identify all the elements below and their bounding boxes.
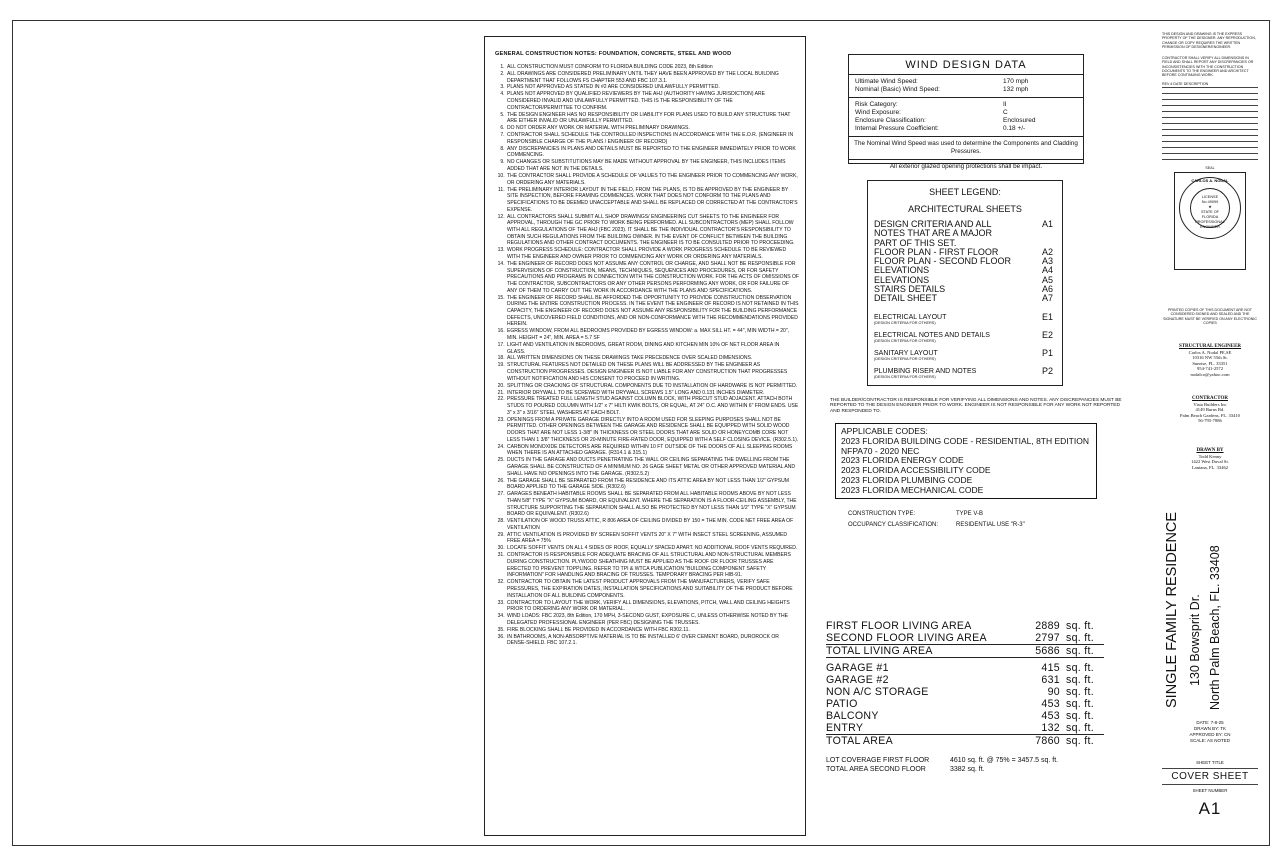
wind-title: WIND DESIGN DATA [849, 55, 1083, 75]
notes-title: GENERAL CONSTRUCTION NOTES: FOUNDATION, CONCRETE, STEEL AND WOOD [495, 51, 732, 57]
note-item: 6. DO NOT ORDER ANY WORK OR MATERIAL WITH PRELIMINARY DRAWINGS. [506, 125, 799, 132]
legend-item [874, 350, 938, 362]
applicable-codes-box [835, 423, 1097, 499]
legend-label: DETAIL SHEET [874, 293, 938, 304]
note-item: 27. GARAGES BENEATH HABITABLE ROOMS SHALL BE SEPARATED FROM ALL HABITABLE ROOMS ABOVE BY NOT LESS THAN 5/8" TYPE "X" GYPSUM BOARD, OR EQUIVALENT. WHERE THE SEPARATION IS A FLOOR-CEILING ASSEMBLY, THE STRUCTURE SUPPORTING THE SEPARATION SHALL ALSO BE PROTECTED BY NOT LESS THAN 1/2" TYPE "X" GYPSUM BOARD OR EQUIVALENT. (R302.6) [506, 491, 799, 518]
note-item: 10. THE CONTRACTOR SHALL PROVIDE A SCHEDULE OF VALUES TO THE ENGINEER PRIOR TO COMMENCING ANY WORK, OR ORDERING ANY MATERIALS. [506, 173, 799, 186]
construction-type-label: CONSTRUCTION TYPE: [848, 511, 916, 517]
seal-outer-ring [1179, 177, 1241, 239]
occupancy-value: RESIDENTIAL USE "R-3" [956, 522, 1025, 528]
legend-row [874, 294, 1056, 303]
note-item: 9. NO CHANGES OR SUBSTITUTIONS MAY BE MADE WITHOUT APPROVAL BY THE ENGINEER, THIS INCLUDES ITEMS ADDED THAT ARE NOT IN THE DETAILS. [506, 159, 799, 172]
area-qty: 2797 [1035, 632, 1060, 644]
builder-disclaimer: THE BUILDER/CONTRACTOR IS RESPONSIBLE FOR VERIFYING ALL DIMENSIONS AND NOTES. ANY DISCREPANCIES MUST BE REPORTED TO THE DESIGN ENGINEER PRIOR TO WORK. ENGINEER IS NOT RESPONSIBLE FOR ANY WORK NOT REPORTED AND RESPONDED TO. [830, 398, 1122, 414]
sheet-legend [867, 180, 1063, 386]
note-item: 30. LOCATE SOFFIT VENTS ON ALL 4 SIDES OF ROOF, EQUALLY SPACED APART. NO ADDITIONAL ROOF VENTS REQUIRED. [506, 545, 799, 552]
area-unit: sq. ft. [1066, 698, 1095, 710]
drawing-meta [1162, 720, 1258, 744]
wind-row [849, 109, 1083, 117]
project-name: SINGLE FAMILY RESIDENCE [1164, 511, 1180, 708]
area-qty: 453 [1041, 698, 1060, 710]
note-item: 21. INTERIOR DRYWALL TO BE SCREWED WITH DRYWALL SCREWS 1.5" LONG AND 0.131 INCHES DIAMETER. [506, 390, 799, 397]
area-row [826, 644, 1104, 658]
legend-others-list [874, 311, 1056, 380]
sheet-number-label: SHEET NUMBER [1192, 788, 1228, 793]
note-item: 26. THE GARAGE SHALL BE SEPARATED FROM THE RESIDENCE AND ITS ATTIC AREA BY NOT LESS THAN 1/2" GYPSUM BOARD APPLIED TO THE GARAGE SIDE. (R302.6) [506, 478, 799, 491]
copyright-note: THIS DESIGN AND DRAWING IS THE EXPRESS PROPERTY OF THE DESIGNER. ANY REPRODUCTION, CHANGE OR COPY REQUIRES THE WRITTEN PERMISSION OF DESIGNER/ENGINEER. [1162, 32, 1256, 49]
contractor-line: 56-795-7886 [1198, 418, 1222, 424]
note-item: 12. ALL CONTRACTORS SHALL SUBMIT ALL SHOP DRAWINGS/ ENGINEERING CUT SHEETS TO THE ENGINEER FOR APPROVAL, THROUGH THE GC PRIOR TO WORK BEING PERFORMED. ALL SUBCONTRACTORS (MEP) SHALL FOLLOW WITH ALL REGULATIONS OF THE AHJ (FBC 2023). IT SHALL BE THE INDIVIDUAL CONTRACTOR'S RESPONSIBILITY TO OBTAIN SUCH REGULATIONS FROM THE BUILDING OWNER. IN THE EVENT OF CONFLICT BETWEEN THE BUILDING REGULATIONS AND OTHER CONTRACT DOCUMENTS. THE ENGINEER IS TO BE CONSULTED PRIOR TO PROCEEDING. [506, 214, 799, 248]
legend-code: A3 [1041, 256, 1053, 267]
wind-label: Internal Pressure Coefficient: [855, 125, 939, 132]
legend-code: A7 [1041, 293, 1053, 304]
area-row [826, 710, 1104, 722]
note-item: 13. WORK PROGRESS SCHEDULE: CONTRACTOR SHALL PROVIDE A WORK PROGRESS SCHEDULE TO BE REVIEWED WITH THE ENGINEER AND OWNER PRIOR TO COMMENCING ANY WORK OR ORDERING ANY MATERIALS. [506, 247, 799, 260]
code-line: 2023 FLORIDA PLUMBING CODE [841, 474, 973, 485]
note-item: 22. PRESSURE TREATED FULL LENGTH STUD AGAINST COLUMN BLOCK, WITH PRECUT STUD ADJACENT. ATTACH BOTH STUDS TO POURED COLUMN WITH 1/2" x 7" HILTI KWIK BOLTS, OR EQUAL, AT 24" O.C. AND WITHIN 6" FROM ENDS. USE 3" x 3" x 3/16" STEEL WASHERS AT EACH BOLT. [506, 396, 799, 416]
wind-row [849, 101, 1083, 109]
engineer-heading: STRUCTURAL ENGINEER [1178, 344, 1242, 349]
area-row [826, 722, 1104, 734]
drawn-heading: DRAWN BY [1196, 448, 1224, 453]
sheet-info [1162, 760, 1258, 819]
meta-line: SCALE: AS NOTED [1189, 738, 1230, 743]
legend-item [874, 368, 976, 380]
area-qty: 415 [1041, 662, 1060, 674]
area-qty: 132 [1041, 722, 1060, 734]
area-qty: 2889 [1035, 620, 1060, 632]
contractor-line: Palm Beach Gardens, FL. 33410 [1180, 412, 1240, 418]
wind-value: Enclosured [1003, 117, 1036, 124]
area-unit: sq. ft. [1066, 632, 1095, 644]
wind-value: 132 mph [1003, 86, 1029, 93]
note-item: 18. ALL WRITTEN DIMENSIONS ON THESE DRAWINGS TAKE PRECEDENCE OVER SCALED DIMENSIONS. [506, 355, 799, 362]
wind-row [849, 117, 1083, 125]
area-row [826, 674, 1104, 686]
area-row [826, 620, 1104, 632]
area-qty: 631 [1041, 674, 1060, 686]
legend-label: PLUMBING RISER AND NOTES [874, 367, 977, 375]
contractor-line: Vista Builders Inc [1193, 401, 1227, 407]
legend-row [874, 365, 1056, 380]
structural-engineer-block [1162, 344, 1258, 378]
legend-subtitle: ARCHITECTURAL SHEETS [908, 204, 1022, 214]
area-unit: sq. ft. [1066, 662, 1095, 674]
legend-title: SHEET LEGEND: [929, 187, 1001, 197]
area-table [826, 620, 1104, 747]
seal-inner [1190, 188, 1230, 228]
contractor-heading: CONTRACTOR [1191, 396, 1229, 401]
verify-note: CONTRACTOR SHALL VERIFY ALL DIMENSIONS IN FIELD AND SHALL REPORT ANY DISCREPANCIES OR INCONSISTENCIES WITH THE CONSTRUCTION DOCUMENTS TO THE ENGINEER AND ARCHITECT BEFORE CONTINUING WORK. [1162, 56, 1254, 78]
code-line: 2023 FLORIDA ENERGY CODE [841, 455, 964, 466]
legend-code: A4 [1041, 265, 1053, 276]
engineer-line: Carlos A. Nodal PE,SE [1188, 349, 1232, 355]
revision-rows [1162, 88, 1258, 160]
code-line: 2023 FLORIDA MECHANICAL CODE [841, 484, 984, 495]
note-item: 23. OPENINGS FROM A PRIVATE GARAGE DIRECTLY INTO A ROOM USED FOR SLEEPING PURPOSES SHALL NOT BE PERMITTED. OTHER OPENINGS BETWEEN THE GARAGE AND RESIDENCE SHALL BE EQUIPPED WITH SOLID WOOD DOORS THAT ARE NOT LESS 1-3/8" IN THICKNESS OR STEEL DOORS THAT ARE SOLID OR HONEYCOMB CORE NOT LESS THAN 1 3/8" THICKNESS OR 20-MINUTE FIRE-RATED DOOR, EQUIPPED WITH A SELF CLOSING DEVICE. (R302.5.1). [506, 417, 799, 444]
area-name: ENTRY [826, 722, 864, 734]
lot-coverage-label: LOT COVERAGE FIRST FLOOR [826, 757, 930, 764]
wind-row [849, 86, 1083, 94]
area-unit: sq. ft. [1066, 620, 1095, 632]
area-row [826, 662, 1104, 674]
drawn-line: Lantana, FL. 33462 [1191, 464, 1229, 470]
occupancy-label: OCCUPANCY CLASSIFICATION: [848, 522, 939, 528]
area-row [826, 734, 1104, 747]
note-item: 35. FIRE BLOCKING SHALL BE PROVIDED IN ACCORDANCE WITH FBC R302.11. [506, 627, 799, 634]
wind-design-data-box [848, 54, 1084, 170]
area-name: GARAGE #2 [826, 674, 889, 686]
legend-code: A5 [1041, 274, 1053, 285]
note-item: 4. PLANS NOT APPROVED BY QUALIFIED REVIEWERS BY THE AHJ (AUTHORITY HAVING JURISDICTION) ARE CONSIDERED INVALID AND UNLAWFULLY PERMITTED. THIS IS THE RESPONSIBILITY OF THE CONTRACTOR/PERMITTEE TO CONFIRM. [506, 91, 799, 111]
seal-text: FLORIDA [1201, 215, 1219, 219]
engineer-line: Sunrise, FL. 33351 [1192, 360, 1228, 366]
area-name: TOTAL AREA [826, 735, 893, 747]
area-unit: sq. ft. [1066, 674, 1095, 686]
legend-code: P1 [1041, 347, 1053, 358]
area-unit: sq. ft. [1066, 735, 1095, 747]
wind-note: The Nominal Wind Speed was used to determine the Components and Cladding Pressures. [849, 137, 1083, 160]
area-row [826, 632, 1104, 644]
wind-value: II [1003, 101, 1007, 108]
code-line: 2023 FLORIDA BUILDING CODE - RESIDENTIAL, 8TH EDITION [841, 435, 1089, 446]
legend-label: SANITARY LAYOUT [874, 349, 938, 357]
wind-value: 170 mph [1003, 78, 1029, 85]
seal-text: LICENSE [1201, 195, 1219, 199]
area-row [826, 698, 1104, 710]
area-qty: 5686 [1035, 645, 1060, 657]
note-item: 33. CONTRACTOR TO LAYOUT THE WORK, VERIFY ALL DIMENSIONS, ELEVATIONS, PITCH, WALL AND CEILING HEIGHTS PRIOR TO ORDERING ANY WORK OR MATERIAL. [506, 600, 799, 613]
legend-label: ELEVATIONS [874, 265, 930, 276]
area-qty: 90 [1047, 686, 1060, 698]
general-notes-panel [484, 36, 806, 836]
area-unit: sq. ft. [1066, 686, 1095, 698]
revision-header: REV # DATE DESCRIPTION [1162, 82, 1258, 88]
legend-label: ELEVATIONS [874, 274, 930, 285]
engineer-seal [1174, 172, 1246, 270]
area-name: NON A/C STORAGE [826, 686, 929, 698]
legend-code: A1 [1041, 219, 1053, 229]
engineer-line: 10316 NW 55th St. [1192, 355, 1228, 361]
legend-row [874, 220, 1056, 248]
wind-label: Enclosure Classification: [855, 117, 926, 124]
area-name: FIRST FLOOR LIVING AREA [826, 620, 972, 632]
wind-row [849, 125, 1083, 133]
note-item: 16. EGRESS WINDOW, FROM ALL BEDROOMS PROVIDED BY EGRESS WINDOW: a. MAX SILL HT. = 44", MIN WIDTH = 20", MIN. HEIGHT = 24", MIN. AREA = 5.7 SF [506, 328, 799, 341]
wind-value: C [1003, 109, 1008, 116]
legend-sub: (DESIGN CRITERIA FOR OTHERS) [874, 339, 936, 344]
note-item: 32. CONTRACTOR TO OBTAIN THE LATEST PRODUCT APPROVALS FROM THE MANUFACTURERS, VERIFY SAFE PRESSURES, THE EXPIRATION DATES, INSTALLATION SPECIFICATIONS AND SUITABILITY OF THE PRODUCT BEFORE INSTALLATION OF ALL BUILDING COMPONENTS. [506, 579, 799, 599]
note-item: 36. IN BATHROOMS, A NON-ABSORPTIVE MATERIAL IS TO BE INSTALLED 6' OVER CEMENT BOARD, DUROROCK OR DENSE-SHIELD. FBC 107.2.1. [506, 634, 799, 647]
legend-code: E1 [1041, 311, 1053, 322]
wind-label: Ultimate Wind Speed: [855, 78, 918, 85]
sheet-title: COVER SHEET [1162, 768, 1258, 785]
legend-sub: (DESIGN CRITERIA FOR OTHERS) [874, 321, 936, 326]
legend-code: P2 [1041, 365, 1053, 376]
note-item: 15. THE ENGINEER OF RECORD SHALL BE AFFORDED THE OPPORTUNITY TO PROVIDE CONSTRUCTION OBSERVATION DURING THE ENTIRE CONSTRUCTION PROCESS. IN THE EVENT THE ENGINEER OF RECORD IS NOT RETAINED IN THIS CAPACITY, THE ENGINEER OF RECORD DOES NOT ASSUME ANY RESPONSIBILITY FOR THE BUILDING PERFORMANCE DEFECTS, UNCOVERED FIELD CONDITIONS, AND OR NON-CONFORMANCE WITH THE RECOMMENDATIONS PROVIDED HEREIN. [506, 295, 799, 329]
contractor-block [1162, 396, 1258, 424]
meta-line: DRAWN BY: TK [1193, 726, 1226, 731]
area-name: BALCONY [826, 710, 879, 722]
area-name: PATIO [826, 698, 858, 710]
wind-value: 0.18 +/- [1003, 125, 1026, 132]
legend-architectural-list [874, 220, 1056, 304]
code-line: 2023 FLORIDA ACCESSIBILITY CODE [841, 465, 991, 476]
wind-label: Risk Category: [855, 101, 898, 108]
seal-text: PROFESSIONAL ENGINEER [1195, 220, 1225, 229]
code-line: NFPA70 - 2020 NEC [841, 445, 920, 456]
area-row [826, 686, 1104, 698]
project-address: 130 Bowsprit Dr. [1188, 594, 1202, 686]
legend-code: E2 [1041, 329, 1053, 340]
wind-note-impact: All exterior glazed opening protections shall be impact. [889, 163, 1043, 170]
note-item: 24. CARBON MONOXIDE DETECTORS ARE REQUIRED WITHIN 10 FT OUTSIDE OF THE DOORS OF ALL SLEEPING ROOMS WHEN THERE IS AN ATTACHED GARAGE. (R314.1 & 315.1) [506, 444, 799, 457]
legend-row [874, 347, 1056, 362]
note-item: 8. ANY DISCREPANCIES IN PLANS AND DETAILS MUST BE REPORTED TO THE ENGINEER IMMEDIATELY PRIOR TO WORK COMMENCING. [506, 146, 799, 159]
note-item: 5. THE DESIGN ENGINEER HAS NO RESPONSIBILITY OR LIABILITY FOR PLANS USED TO BUILD ANY STRUCTURE THAT ARE EITHER INVALID OR UNLAWFULLY PERMITTED. [506, 112, 799, 125]
meta-line: APPROVED BY: CN [1189, 732, 1231, 737]
area-unit: sq. ft. [1066, 710, 1095, 722]
seal-text: No 49099 [1201, 200, 1219, 204]
legend-sub: (DESIGN CRITERIA FOR OTHERS) [874, 357, 936, 362]
legend-label: DESIGN CRITERIA AND ALL NOTES THAT ARE A MAJOR PART OF THIS SET. [874, 219, 993, 248]
legend-item [874, 314, 946, 326]
construction-type-value: TYPE V-B [956, 511, 984, 517]
drawn-line: 1422 West Duval St. [1191, 459, 1229, 465]
wind-row [849, 78, 1083, 86]
legend-item [874, 332, 990, 344]
engineer-line: nodalco@yahoo.com [1190, 371, 1230, 377]
wind-parameters [849, 98, 1083, 137]
sheet-number: A1 [1198, 799, 1222, 818]
sheet-title-label: SHEET TITLE [1196, 760, 1224, 765]
legend-label: STAIRS DETAILS [874, 284, 946, 295]
seal-name: CARLOS A. NODAL [1191, 178, 1229, 183]
legend-label: ELECTRICAL NOTES AND DETAILS [874, 331, 990, 339]
seal-label: SEAL [1205, 166, 1215, 170]
note-item: 17. LIGHT AND VENTILATION IN BEDROOMS, GREAT ROOM, DINING AND KITCHEN MIN 10% OF NET FLOOR AREA IN GLASS. [506, 342, 799, 355]
legend-label: ELECTRICAL LAYOUT [874, 313, 947, 321]
area-unit: sq. ft. [1066, 645, 1095, 657]
second-floor-area-value: 3382 sq. ft. [950, 766, 985, 773]
coverage-info [826, 756, 1058, 774]
contractor-line: 4149 Burns Rd. [1195, 407, 1225, 413]
codes-heading: APPLICABLE CODES: [841, 426, 928, 436]
legend-sub: (DESIGN CRITERIA FOR OTHERS) [874, 375, 936, 380]
project-title [1158, 496, 1256, 712]
note-item: 19. STRUCTURAL FEATURES NOT DETAILED ON THESE PLANS WILL BE ADDRESSED BY THE ENGINEER AS CONSTRUCTION PROGRESSES. DESIGN ENGINEER IS NOT LIABLE FOR ANY CONSTRUCTION THAT PROGRESSES WITHOUT NOTIFICATION AND HIS CONSENT TO PROCEED IN WRITING. [506, 362, 799, 382]
area-name: GARAGE #1 [826, 662, 889, 674]
area-unit: sq. ft. [1066, 722, 1095, 734]
project-city: North Palm Beach, FL. 33408 [1208, 545, 1222, 710]
note-item: 34. WIND LOADS: FBC 2023, 8th Edition, 170 MPH, 3-SECOND GUST, EXPOSURE C, UNLESS OTHERWISE NOTED BY THE DELEGATED PROFESSIONAL ENGINEER (PER FBC) DESIGNING THE TRUSSES. [506, 613, 799, 626]
note-item: 7. CONTRACTOR SHALL SCHEDULE THE CONTROLLED INSPECTIONS IN ACCORDANCE WITH THE E.O.R. (ENGINEER IN RESPONSIBLE CHARGE OF THE PLANS / ENGINEER OF RECORD) [506, 132, 799, 145]
drawn-line: Todd Kenny [1198, 453, 1222, 459]
printed-copies-note: PRINTED COPIES OF THIS DOCUMENT ARE NOT CONSIDERED SIGNED AND SEALED AND THE SIGNATURE MUST BE VERIFIED ON ANY ELECTRONIC COPIES [1163, 308, 1257, 325]
construction-classification [848, 509, 1025, 531]
legend-label: FLOOR PLAN - FIRST FLOOR [874, 246, 999, 257]
seal-text: STATE OF [1201, 210, 1219, 214]
lot-coverage-value: 4610 sq. ft. @ 75% = 3457.5 sq. ft. [950, 757, 1059, 764]
note-item: 14. THE ENGINEER OF RECORD DOES NOT ASSUME ANY CONTROL OR CHARGE, AND SHALL NOT BE RESPONSIBLE FOR SUPERVISIONS OF CONSTRUCTION, MEANS, TECHNIQUES, SEQUENCES AND PROCEDURES, OR FOR SAFETY PRECAUTIONS AND PROGRAMS IN CONNECTION WITH THE CONSTRUCTION WORK. FOR THE ACTS OF OMISSIONS OF THE CONTRACTOR, SUBCONTRACTORS OR ANY OTHER PERSONS PERFORMING ANY WORK, OR FOR FAILURE OF ANY OF THEM TO CARRY OUT THE WORK IN ACCORDANCE WITH THE PLANS AND SPECIFICATIONS. [506, 261, 799, 295]
legend-code: A6 [1041, 284, 1053, 295]
area-qty: 453 [1041, 710, 1060, 722]
seal-text: ★ [1208, 205, 1212, 209]
note-item: 3. PLANS NOT APPROVED AS STATED IN #2 ARE CONSIDERED UNLAWFULLY PERMITTED. [506, 84, 799, 91]
note-item: 31. CONTRACTOR IS RESPONSIBLE FOR ADEQUATE BRACING OF ALL STRUCTURAL AND NON-STRUCTURAL MEMBERS DURING CONSTRUCTION. PLYWOOD SHEATHING MUST BE APPLIED AS THE ROOF OR FLOOR TRUSSES ARE ERECTED TO PREVENT TOPPLING. REFER TO TPI & WTCA PUBLICATION "BUILDING COMPONENT SAFETY INFORMATION" FOR HANDLING AND BRACING OF TRUSSES. TEMPORARY BRACING PER HIB-91. [506, 552, 799, 579]
legend-row [874, 329, 1056, 344]
wind-label: Nominal (Basic) Wind Speed: [855, 86, 940, 93]
note-item: 2. ALL DRAWINGS ARE CONSIDERED PRELIMINARY UNTIL THEY HAVE BEEN APPROVED BY THE LOCAL BUILDING DEPARTMENT THAT FOLLOWS FS CHAPTER 553 AND FBC 107.3.1. [506, 71, 799, 84]
note-item: 25. DUCTS IN THE GARAGE AND DUCTS PENETRATING THE WALL OR CEILING SEPARATING THE DWELLING FROM THE GARAGE SHALL BE CONSTRUCTED OF A MINIMUM NO. 26 GAGE SHEET METAL OR OTHER APPROVED MATERIAL AND SHALL HAVE NO OPENINGS INTO THE GARAGE. (R302.5.2) [506, 457, 799, 477]
note-item: 1. ALL CONSTRUCTION MUST CONFORM TO FLORIDA BUILDING CODE 2023, 8th Edition [506, 64, 799, 71]
meta-line: DATE: 7-8-25 [1196, 720, 1224, 725]
engineer-line: 954-741-2572 [1196, 366, 1224, 372]
area-name: TOTAL LIVING AREA [826, 645, 933, 657]
area-name: SECOND FLOOR LIVING AREA [826, 632, 987, 644]
legend-label: FLOOR PLAN - SECOND FLOOR [874, 256, 1012, 267]
notes-list [495, 64, 799, 647]
note-item: 20. SPLITTING OR CRACKING OF STRUCTURAL COMPONENTS DUE TO INSTALLATION OF HARDWARE IS NOT PERMITTED. [506, 383, 799, 390]
wind-label: Wind Exposure: [855, 109, 901, 116]
wind-speeds [849, 75, 1083, 98]
area-qty: 7860 [1035, 735, 1060, 747]
note-item: 11. THE PRELIMINARY INTERIOR LAYOUT IN THE FIELD, FROM THE PLANS, IS TO BE APPROVED BY THE ENGINEER BY SITE INSPECTION, BEFORE FRAMING COMMENCES. WORK THAT DOES NOT CONFORM TO THE PLANS AND SPECIFICATIONS TO BE DEEMED UNACCEPTABLE AND SHALL BE REPLACED OR CORRECTED AT THE CONTRACTOR'S EXPENSE. [506, 187, 799, 214]
second-floor-area-label: TOTAL AREA SECOND FLOOR [826, 766, 926, 773]
drawn-by-block [1162, 448, 1258, 470]
note-item: 29. ATTIC VENTILATION IS PROVIDED BY SCREEN SOFFIT VENTS 20" X 7" WITH INSECT STEEL SCREENING, ASSUMED FREE AREA = 75% [506, 532, 799, 545]
legend-code: A2 [1041, 246, 1053, 257]
legend-row [874, 311, 1056, 326]
note-item: 28. VENTILATION OF WOOD TRUSS ATTIC, R 806 AREA OF CEILING DIVIDED BY 150 = THE MIN. CODE NET FREE AREA OF VENTILATION [506, 518, 799, 531]
